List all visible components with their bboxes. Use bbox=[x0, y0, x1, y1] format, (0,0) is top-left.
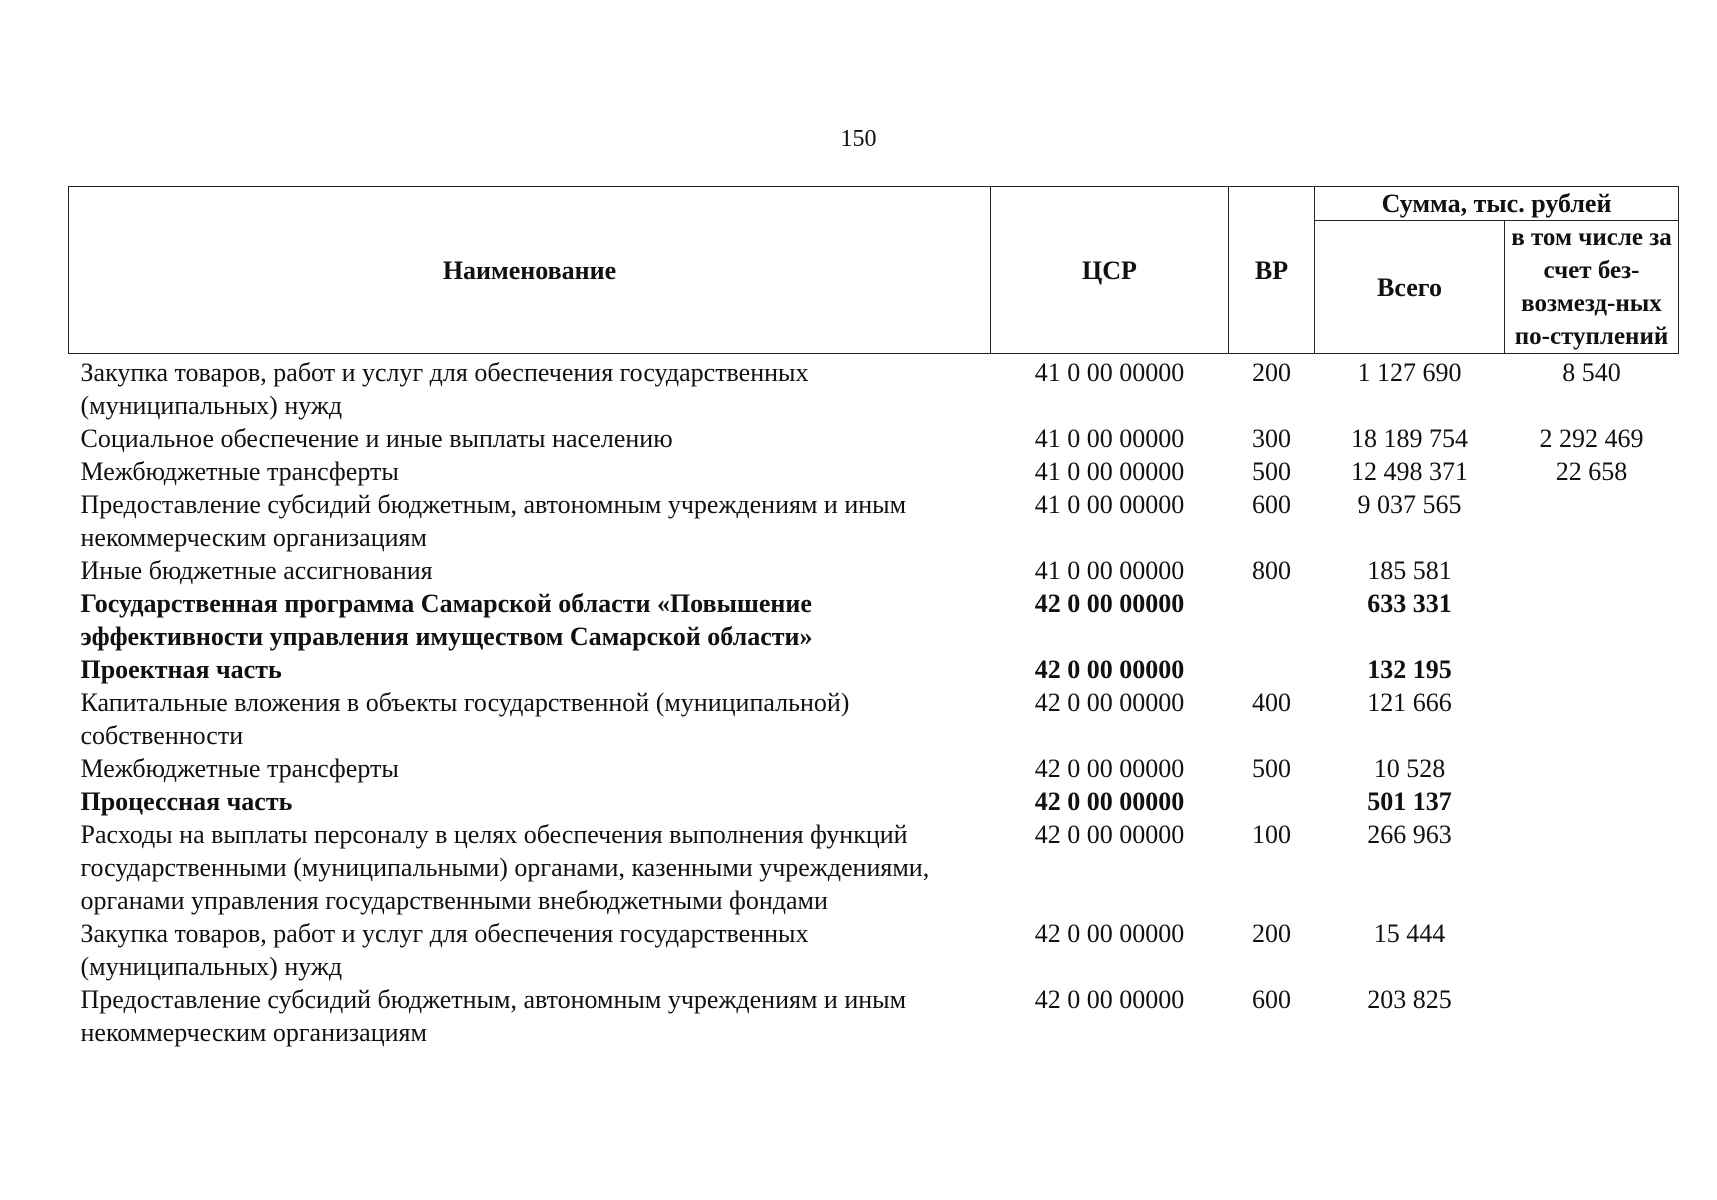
cell-name: Закупка товаров, работ и услуг для обеспечения государственных (муниципальных) нужд bbox=[80, 919, 809, 981]
cell-name: Государственная программа Самарской области «Повышение эффективности управления имуществом Самарской области» bbox=[80, 589, 813, 651]
cell-name: Предоставление субсидий бюджетным, автономным учреждениям и иным некоммерческим организациям bbox=[80, 490, 907, 552]
cell-name: Проектная часть bbox=[80, 655, 282, 684]
cell-name: Процессная часть bbox=[80, 787, 293, 816]
cell-csr: 41 0 00 00000 bbox=[1034, 556, 1185, 585]
cell-free bbox=[1505, 587, 1679, 653]
cell-total: 1 127 690 bbox=[1357, 358, 1462, 387]
page-number: 150 bbox=[840, 126, 877, 152]
cell-free: 2 292 469 bbox=[1539, 424, 1644, 453]
table-row bbox=[69, 554, 1679, 587]
table-row bbox=[69, 587, 1679, 653]
table-row bbox=[69, 488, 1679, 554]
table-row bbox=[69, 455, 1679, 488]
cell-csr: 42 0 00 00000 bbox=[1034, 820, 1185, 849]
cell-total: 132 195 bbox=[1367, 655, 1452, 684]
table-row bbox=[69, 422, 1679, 455]
header-csr: ЦСР bbox=[991, 187, 1229, 354]
cell-vr: 800 bbox=[1252, 556, 1291, 585]
table-row bbox=[69, 983, 1679, 1049]
cell-vr: 200 bbox=[1252, 919, 1291, 948]
cell-total: 12 498 371 bbox=[1351, 457, 1468, 486]
cell-csr: 41 0 00 00000 bbox=[1034, 424, 1185, 453]
cell-free: 8 540 bbox=[1562, 358, 1621, 387]
cell-csr: 42 0 00 00000 bbox=[1034, 985, 1185, 1014]
cell-vr bbox=[1229, 785, 1315, 818]
cell-total: 203 825 bbox=[1367, 985, 1452, 1014]
cell-total: 121 666 bbox=[1367, 688, 1452, 717]
cell-csr: 42 0 00 00000 bbox=[1034, 787, 1185, 816]
cell-vr: 500 bbox=[1252, 457, 1291, 486]
cell-total: 633 331 bbox=[1367, 589, 1452, 618]
cell-csr: 42 0 00 00000 bbox=[1034, 688, 1185, 717]
table-row bbox=[69, 917, 1679, 983]
cell-free bbox=[1505, 752, 1679, 785]
cell-csr: 42 0 00 00000 bbox=[1034, 919, 1185, 948]
header-sum-group: Сумма, тыс. рублей bbox=[1315, 187, 1679, 221]
cell-vr: 300 bbox=[1252, 424, 1291, 453]
cell-free bbox=[1505, 686, 1679, 752]
cell-vr: 600 bbox=[1252, 985, 1291, 1014]
cell-total: 10 528 bbox=[1373, 754, 1446, 783]
cell-free: 22 658 bbox=[1555, 457, 1628, 486]
header-free-receipts: в том числе за счет без-возмезд-ных по-ступлений bbox=[1505, 221, 1679, 354]
cell-csr: 41 0 00 00000 bbox=[1034, 457, 1185, 486]
cell-name: Межбюджетные трансферты bbox=[80, 457, 399, 486]
cell-name: Межбюджетные трансферты bbox=[80, 754, 399, 783]
cell-free bbox=[1505, 917, 1679, 983]
table-row bbox=[69, 653, 1679, 686]
cell-free bbox=[1505, 983, 1679, 1049]
cell-csr: 41 0 00 00000 bbox=[1034, 490, 1185, 519]
budget-table bbox=[68, 186, 1679, 1049]
cell-vr: 500 bbox=[1252, 754, 1291, 783]
table-body bbox=[69, 354, 1679, 1050]
table-row bbox=[69, 354, 1679, 423]
header-total: Всего bbox=[1315, 221, 1505, 354]
cell-name: Иные бюджетные ассигнования bbox=[80, 556, 433, 585]
cell-free bbox=[1505, 488, 1679, 554]
cell-csr: 42 0 00 00000 bbox=[1034, 754, 1185, 783]
cell-vr bbox=[1229, 653, 1315, 686]
cell-name: Расходы на выплаты персоналу в целях обеспечения выполнения функций государственными (муниципальными) органами, казенными учреждениями, органами управления государственными внебюджетными фондами bbox=[80, 820, 930, 915]
cell-name: Предоставление субсидий бюджетным, автономным учреждениям и иным некоммерческим организациям bbox=[80, 985, 907, 1047]
cell-total: 501 137 bbox=[1367, 787, 1452, 816]
cell-vr: 200 bbox=[1252, 358, 1291, 387]
table-row bbox=[69, 686, 1679, 752]
table-row bbox=[69, 785, 1679, 818]
cell-vr: 600 bbox=[1252, 490, 1291, 519]
cell-free bbox=[1505, 554, 1679, 587]
cell-vr: 400 bbox=[1252, 688, 1291, 717]
cell-name: Капитальные вложения в объекты государственной (муниципальной) собственности bbox=[80, 688, 850, 750]
cell-free bbox=[1505, 653, 1679, 686]
cell-name: Социальное обеспечение и иные выплаты населению bbox=[80, 424, 673, 453]
table-row bbox=[69, 818, 1679, 917]
cell-total: 15 444 bbox=[1373, 919, 1446, 948]
cell-csr: 42 0 00 00000 bbox=[1034, 589, 1185, 618]
header-vr: ВР bbox=[1229, 187, 1315, 354]
header-name: Наименование bbox=[69, 187, 991, 354]
cell-csr: 42 0 00 00000 bbox=[1034, 655, 1185, 684]
cell-total: 185 581 bbox=[1367, 556, 1452, 585]
cell-total: 18 189 754 bbox=[1351, 424, 1468, 453]
cell-free bbox=[1505, 818, 1679, 917]
cell-vr bbox=[1229, 587, 1315, 653]
cell-csr: 41 0 00 00000 bbox=[1034, 358, 1185, 387]
table-row bbox=[69, 752, 1679, 785]
cell-vr: 100 bbox=[1252, 820, 1291, 849]
cell-total: 9 037 565 bbox=[1357, 490, 1462, 519]
table-header bbox=[69, 187, 1679, 354]
cell-free bbox=[1505, 785, 1679, 818]
cell-name: Закупка товаров, работ и услуг для обеспечения государственных (муниципальных) нужд bbox=[80, 358, 809, 420]
cell-total: 266 963 bbox=[1367, 820, 1452, 849]
